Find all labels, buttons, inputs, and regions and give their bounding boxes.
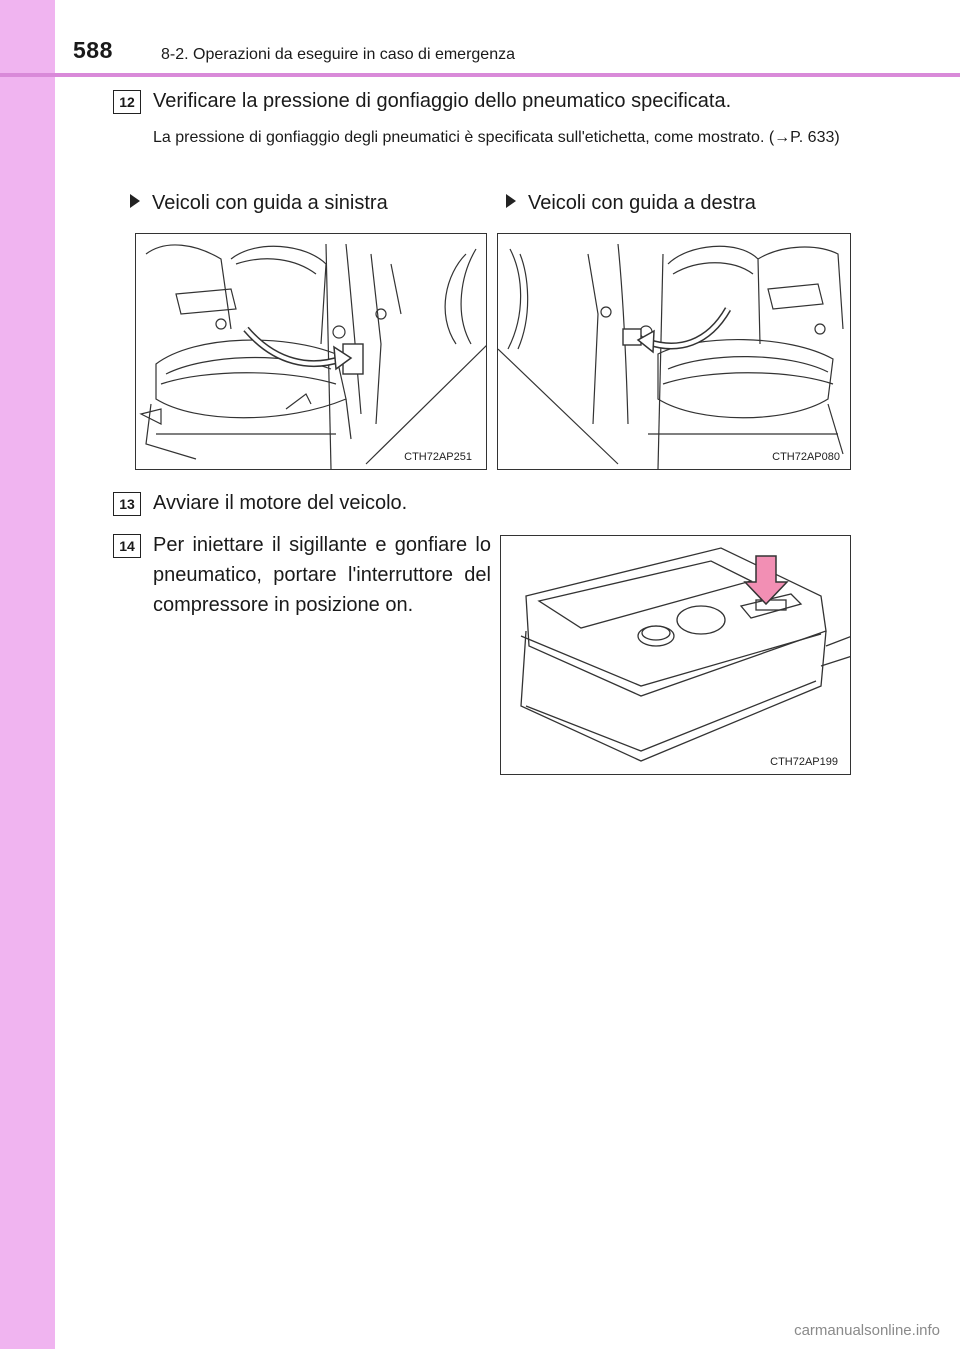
left-figure-caption xyxy=(130,192,388,215)
compressor-figure xyxy=(500,535,851,775)
triangle-bullet-icon xyxy=(506,194,516,208)
right-caption-text: Veicoli con guida a destra xyxy=(528,192,756,214)
compressor-figure-code: CTH72AP199 xyxy=(770,756,838,768)
left-seat-illustration xyxy=(136,234,487,470)
side-band xyxy=(0,0,55,1349)
section-title: 8-2. Operazioni da eseguire in caso di emergenza xyxy=(161,46,515,63)
step-12-text: Verificare la pressione di gonfiaggio dello pneumatico specificata. xyxy=(153,90,732,112)
pointer-arrow-icon xyxy=(246,329,341,364)
site-watermark: carmanualsonline.info xyxy=(794,1322,940,1339)
page-number: 588 xyxy=(73,37,113,63)
step-12-badge: 12 xyxy=(113,90,141,114)
step-12-note: La pressione di gonfiaggio degli pneumatici è specificata sull'etichetta, come mostrato. (→P. 633) xyxy=(153,129,840,146)
step-14-badge: 14 xyxy=(113,534,141,558)
right-figure-caption xyxy=(506,192,756,215)
right-seat-figure xyxy=(497,233,851,470)
left-caption-text: Veicoli con guida a sinistra xyxy=(152,192,388,214)
step-13-badge: 13 xyxy=(113,492,141,516)
step-14-text: Per iniettare il sigillante e gonfiare lo pneumatico, portare l'interruttore del compressore in posizione on. xyxy=(153,534,491,616)
compressor-illustration xyxy=(501,536,851,775)
left-figure-code: CTH72AP251 xyxy=(404,451,472,463)
triangle-bullet-icon xyxy=(130,194,140,208)
right-seat-illustration xyxy=(498,234,851,470)
step-13-text: Avviare il motore del veicolo. xyxy=(153,492,408,514)
header-rule xyxy=(0,73,960,77)
right-figure-code: CTH72AP080 xyxy=(772,451,840,463)
left-seat-figure xyxy=(135,233,487,470)
tire-label-sticker xyxy=(623,329,641,345)
